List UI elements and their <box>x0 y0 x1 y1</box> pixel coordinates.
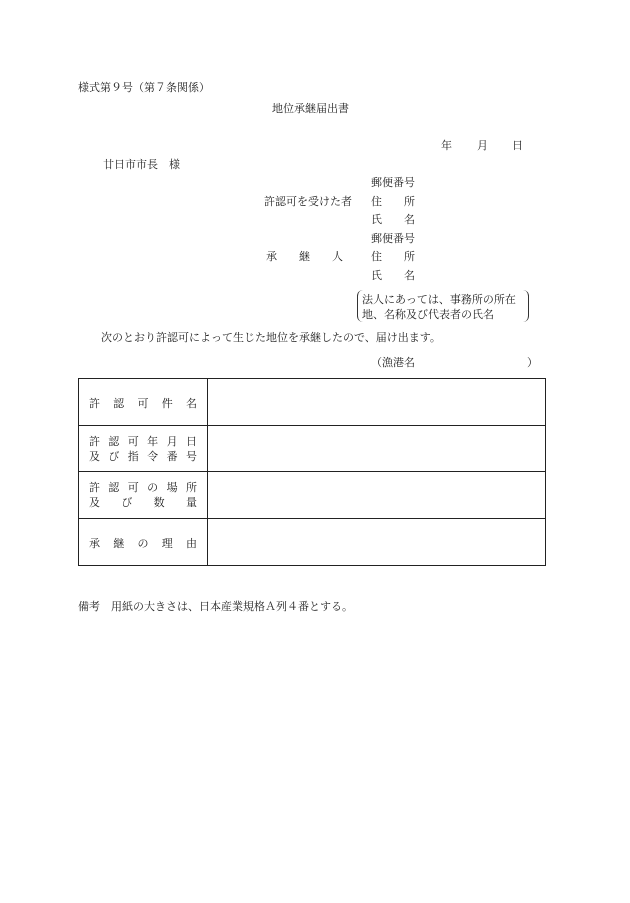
permit-place-value[interactable] <box>208 472 546 519</box>
table-row <box>79 426 546 472</box>
permit-date-value[interactable] <box>208 426 546 472</box>
corporate-note-line2: 地、名称及び代表者の氏名 <box>362 308 494 321</box>
successor-role: 承 継 人 <box>266 250 343 263</box>
date-year: 年 <box>441 139 452 152</box>
row-label-text: 許 認 可 年 月 日 <box>89 435 197 448</box>
successor-postal-label: 郵便番号 <box>371 232 415 245</box>
permit-holder-postal-label: 郵便番号 <box>371 176 415 189</box>
row-label-text: 許 認 可 件 名 <box>89 397 197 410</box>
fishing-port-close: ） <box>527 356 538 369</box>
permit-table <box>78 378 546 566</box>
addressee: 廿日市市長 様 <box>103 158 180 171</box>
row-label-text-2: 及 び 数 量 <box>89 496 197 509</box>
permit-holder-address-label: 住 所 <box>371 195 415 208</box>
row-label-permit-name <box>79 379 208 426</box>
successor-address-label: 住 所 <box>371 250 415 263</box>
remarks: 備考 用紙の大きさは、日本産業規格Ａ列４番とする。 <box>78 600 353 613</box>
statement: 次のとおり許認可によって生じた地位を承継したので、届け出ます。 <box>101 331 441 344</box>
row-label-text-2: 及 び 指 令 番 号 <box>89 450 197 463</box>
date-day: 日 <box>512 139 523 152</box>
row-label-succession-reason <box>79 519 208 566</box>
table-row <box>79 472 546 519</box>
fishing-port-label: （漁港名 <box>371 356 415 369</box>
row-label-text: 許 認 可 の 場 所 <box>89 481 197 494</box>
table-row <box>79 519 546 566</box>
succession-reason-value[interactable] <box>208 519 546 566</box>
row-label-permit-date <box>79 426 208 472</box>
document-title: 地位承継届出書 <box>272 102 349 115</box>
date-month: 月 <box>477 139 488 152</box>
permit-holder-role: 許認可を受けた者 <box>264 195 352 208</box>
permit-name-value[interactable] <box>208 379 546 426</box>
corporate-note-line1: 法人にあっては、事務所の所在 <box>362 293 516 306</box>
permit-holder-name-label: 氏 名 <box>371 213 415 226</box>
form-reference: 様式第９号（第７条関係） <box>78 81 210 94</box>
table-row <box>79 379 546 426</box>
row-label-text: 承 継 の 理 由 <box>89 537 197 550</box>
successor-name-label: 氏 名 <box>371 269 415 282</box>
row-label-permit-place <box>79 472 208 519</box>
corporate-note-box <box>357 290 529 322</box>
